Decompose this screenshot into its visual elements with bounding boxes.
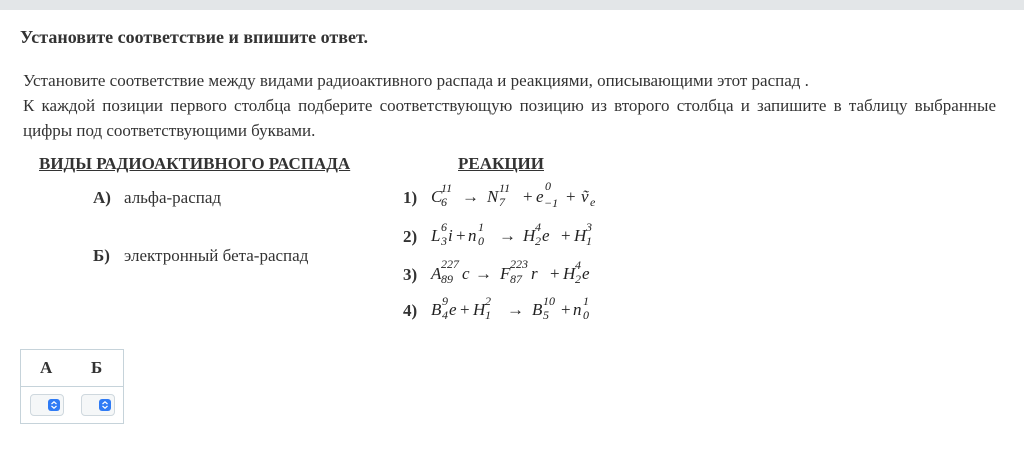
svg-text:H: H xyxy=(473,300,486,319)
svg-text:1: 1 xyxy=(586,234,592,248)
svg-text:→: → xyxy=(499,226,516,245)
svg-text:e: e xyxy=(590,195,596,209)
answer-col-a-label: А xyxy=(40,358,53,377)
reaction-4 xyxy=(403,294,589,322)
left-item-b xyxy=(93,246,308,266)
reaction-formula xyxy=(429,215,629,255)
left-item-a xyxy=(93,188,221,208)
task-title: Установите соответствие и впишите ответ. xyxy=(20,27,368,47)
svg-text:e: e xyxy=(449,300,457,319)
top-bar xyxy=(0,0,1024,10)
svg-text:11: 11 xyxy=(441,181,453,195)
svg-text:c: c xyxy=(462,264,470,283)
svg-text:e: e xyxy=(582,264,590,283)
svg-text:e: e xyxy=(536,187,544,206)
answer-col-b-label: Б xyxy=(91,358,103,377)
svg-text:r: r xyxy=(531,264,538,283)
reaction-key: 4) xyxy=(403,301,418,320)
reaction-key: 3) xyxy=(403,265,418,284)
svg-text:H: H xyxy=(574,226,587,245)
svg-text:11: 11 xyxy=(499,181,511,195)
svg-text:2: 2 xyxy=(485,294,491,308)
svg-text:B: B xyxy=(431,300,442,319)
answer-table xyxy=(20,349,124,424)
updown-chevron-icon xyxy=(48,399,60,411)
reaction-1 xyxy=(403,179,596,210)
svg-text:N: N xyxy=(487,187,499,206)
svg-text:1: 1 xyxy=(485,308,491,322)
svg-text:B: B xyxy=(532,300,543,319)
svg-text:+: + xyxy=(561,300,571,319)
svg-text:→: → xyxy=(475,264,492,283)
svg-text:0: 0 xyxy=(583,308,589,322)
answer-table-header xyxy=(21,350,123,387)
left-column-header: ВИДЫ РАДИОАКТИВНОГО РАСПАДА xyxy=(39,154,351,173)
svg-text:6: 6 xyxy=(441,195,447,209)
svg-text:4: 4 xyxy=(442,308,448,322)
svg-text:L: L xyxy=(431,226,441,245)
left-item-key: А) xyxy=(93,188,111,207)
svg-text:0: 0 xyxy=(478,234,484,248)
reaction-3 xyxy=(403,257,590,286)
svg-text:n: n xyxy=(573,300,582,319)
svg-text:3: 3 xyxy=(586,220,592,234)
reaction-2 xyxy=(403,220,592,248)
svg-text:+: + xyxy=(456,226,466,245)
svg-text:n: n xyxy=(468,226,477,245)
svg-text:87: 87 xyxy=(510,272,522,286)
svg-text:6: 6 xyxy=(441,220,447,234)
svg-text:ṽ: ṽ xyxy=(581,187,589,206)
svg-text:7: 7 xyxy=(499,195,505,209)
svg-text:+: + xyxy=(561,226,571,245)
svg-text:227: 227 xyxy=(441,257,459,271)
updown-chevron-icon xyxy=(99,399,111,411)
svg-text:+: + xyxy=(566,187,576,206)
svg-text:1: 1 xyxy=(478,220,484,234)
svg-text:+: + xyxy=(523,187,533,206)
reaction-formula xyxy=(429,289,629,329)
svg-text:4: 4 xyxy=(535,220,541,234)
reaction-key: 2) xyxy=(403,227,418,246)
svg-text:H: H xyxy=(523,226,536,245)
svg-text:+: + xyxy=(460,300,470,319)
task-description xyxy=(23,68,996,143)
svg-text:i: i xyxy=(448,226,453,245)
svg-text:1: 1 xyxy=(583,294,589,308)
answer-select-b[interactable] xyxy=(81,394,115,416)
svg-text:9: 9 xyxy=(442,294,448,308)
intro-line-1: Установите соответствие между видами радиоактивного распада и реакциями, описывающими этот распад . xyxy=(23,71,809,90)
svg-text:10: 10 xyxy=(543,294,555,308)
svg-text:F: F xyxy=(500,264,511,283)
svg-text:H: H xyxy=(563,264,576,283)
svg-text:2: 2 xyxy=(575,272,581,286)
answer-select-a[interactable] xyxy=(30,394,64,416)
svg-text:−1: −1 xyxy=(544,196,559,210)
svg-text:89: 89 xyxy=(441,272,453,286)
svg-text:A: A xyxy=(431,264,442,283)
svg-text:→: → xyxy=(462,187,479,206)
left-item-key: Б) xyxy=(93,246,110,265)
intro-line-2: К каждой позиции первого столбца подберите соответствующую позицию из второго столбца и запишите в таблицу выбранные цифры под соответствующими буквами. xyxy=(23,96,996,140)
svg-text:e: e xyxy=(542,226,550,245)
svg-text:C: C xyxy=(431,187,443,206)
svg-text:2: 2 xyxy=(535,234,541,248)
svg-text:0: 0 xyxy=(545,179,551,193)
right-column-header: РЕАКЦИИ xyxy=(458,154,544,173)
svg-text:4: 4 xyxy=(575,258,581,272)
reaction-key: 1) xyxy=(403,188,418,207)
reaction-formula xyxy=(429,176,629,216)
svg-text:+: + xyxy=(550,264,560,283)
left-item-text: альфа-распад xyxy=(124,188,222,207)
left-item-text: электронный бета-распад xyxy=(124,246,309,265)
svg-text:3: 3 xyxy=(441,234,447,248)
svg-text:→: → xyxy=(507,300,524,319)
svg-text:223: 223 xyxy=(510,257,528,271)
reaction-formula xyxy=(429,253,629,293)
svg-text:5: 5 xyxy=(543,308,549,322)
